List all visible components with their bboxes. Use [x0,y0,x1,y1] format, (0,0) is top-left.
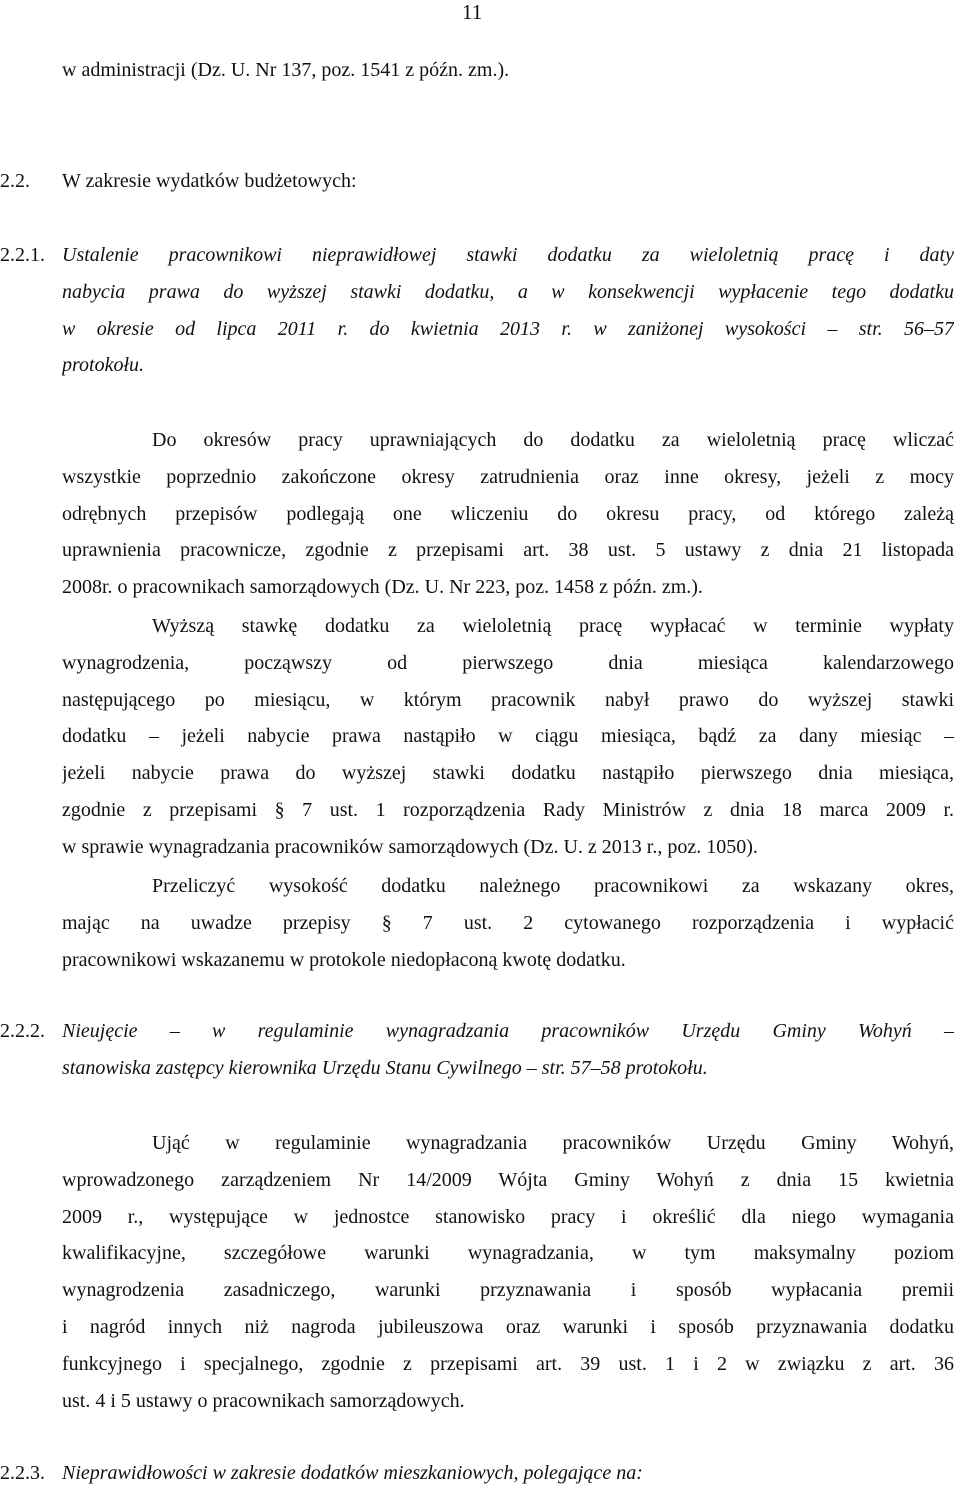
paragraph-line: następującego po miesiącu, w którym pracownik nabył prawo do wyższej stawki [62,688,954,711]
paragraph-2-2-1-b [62,608,954,866]
paragraph-line: wynagrodzenia zasadniczego, warunki przyznawania i sposób wypłacania premii [62,1279,954,1302]
paragraph-line: dodatku – jeżeli nabycie prawa nastąpiło w ciągu miesiąca, bądź za dany miesiąc – [62,725,954,748]
paragraph-line: uprawnienia pracownicze, zgodnie z przepisami art. 38 ust. 5 ustawy z dnia 21 listopada [62,539,954,562]
paragraph-line: Ująć w regulaminie wynagradzania pracowników Urzędu Gminy Wohyń, [152,1132,954,1154]
heading-line: Nieujęcie – w regulaminie wynagradzania pracowników Urzędu Gminy Wohyń – [62,1020,954,1042]
paragraph-2-2-2-a [62,1125,954,1419]
heading-line: nabycia prawa do wyższej stawki dodatku, a w konsekwencji wypłacenie tego dodatku [62,280,954,303]
section-2-2-2-heading [62,1013,954,1087]
intro-line [62,52,954,89]
paragraph-2-2-1-a [62,422,954,606]
paragraph-line: wynagrodzenia, począwszy od pierwszego dnia miesiąca kalendarzowego [62,651,954,674]
paragraph-line: wprowadzonego zarządzeniem Nr 14/2009 Wójta Gminy Wohyń z dnia 15 kwietnia [62,1168,954,1191]
paragraph-line: mając na uwadze przepisy § 7 ust. 2 cytowanego rozporządzenia i wypłacić [62,911,954,934]
paragraph-line: i nagród innych niż nagroda jubileuszowa oraz warunki i sposób przyznawania dodatku [62,1315,954,1338]
section-2-2-3-title [62,1455,954,1492]
paragraph-line: zgodnie z przepisami § 7 ust. 1 rozporządzenia Rady Ministrów z dnia 18 marca 2009 r. [62,798,954,821]
section-2-2-1-number: 2.2.1. [0,244,45,266]
paragraph-line: 2009 r., występujące w jednostce stanowisko pracy i określić dla niego wymagania [62,1205,954,1228]
section-2-2-3-number: 2.2.3. [0,1462,45,1484]
paragraph-line: wszystkie poprzednio zakończone okresy zatrudnienia oraz inne okresy, jeżeli z mocy [62,465,954,488]
paragraph-line: funkcyjnego i specjalnego, zgodnie z przepisami art. 39 ust. 1 i 2 w związku z art. 36 [62,1352,954,1375]
heading-line: w okresie od lipca 2011 r. do kwietnia 2013 r. w zaniżonej wysokości – str. 56–57 [62,317,954,340]
heading-line: protokołu. [62,354,145,377]
paragraph-line: Wyższą stawkę dodatku za wieloletnią pracę wypłacać w terminie wypłaty [152,615,954,637]
section-2-2-2-number: 2.2.2. [0,1020,45,1042]
intro-line-text: w administracji (Dz. U. Nr 137, poz. 1541 z późn. zm.). [62,59,510,81]
paragraph-line: kwalifikacyjne, szczegółowe warunki wynagradzania, w tym maksymalny poziom [62,1242,954,1265]
heading-line: Ustalenie pracownikowi nieprawidłowej stawki dodatku za wieloletnią pracę i daty [62,244,954,266]
paragraph-line: jeżeli nabycie prawa do wyższej stawki dodatku nastąpiło pierwszego dnia miesiąca, [62,762,954,785]
heading-line: stanowiska zastępcy kierownika Urzędu Stanu Cywilnego – str. 57–58 protokołu. [62,1056,708,1079]
paragraph-line: ust. 4 i 5 ustawy o pracownikach samorządowych. [62,1389,465,1412]
section-2-2-number: 2.2. [0,170,30,192]
page-number: 11 [462,0,483,24]
section-2-2-1-heading [62,237,954,384]
paragraph-line: Przeliczyć wysokość dodatku należnego pracownikowi za wskazany okres, [152,875,954,897]
paragraph-line: Do okresów pracy uprawniających do dodatku za wieloletnią pracę wliczać [152,429,954,451]
heading-line: Nieprawidłowości w zakresie dodatków mieszkaniowych, polegające na: [62,1462,643,1484]
paragraph-line: pracownikowi wskazanemu w protokole niedopłaconą kwotę dodatku. [62,948,626,971]
paragraph-line: w sprawie wynagradzania pracowników samorządowych (Dz. U. z 2013 r., poz. 1050). [62,835,758,858]
paragraph-line: odrębnych przepisów podlegają one wliczeniu do okresu pracy, od którego zależą [62,502,954,525]
paragraph-line: 2008r. o pracownikach samorządowych (Dz. U. Nr 223, poz. 1458 z późn. zm.). [62,576,703,599]
paragraph-2-2-1-c [62,868,954,978]
section-2-2-title: W zakresie wydatków budżetowych: [62,170,357,192]
